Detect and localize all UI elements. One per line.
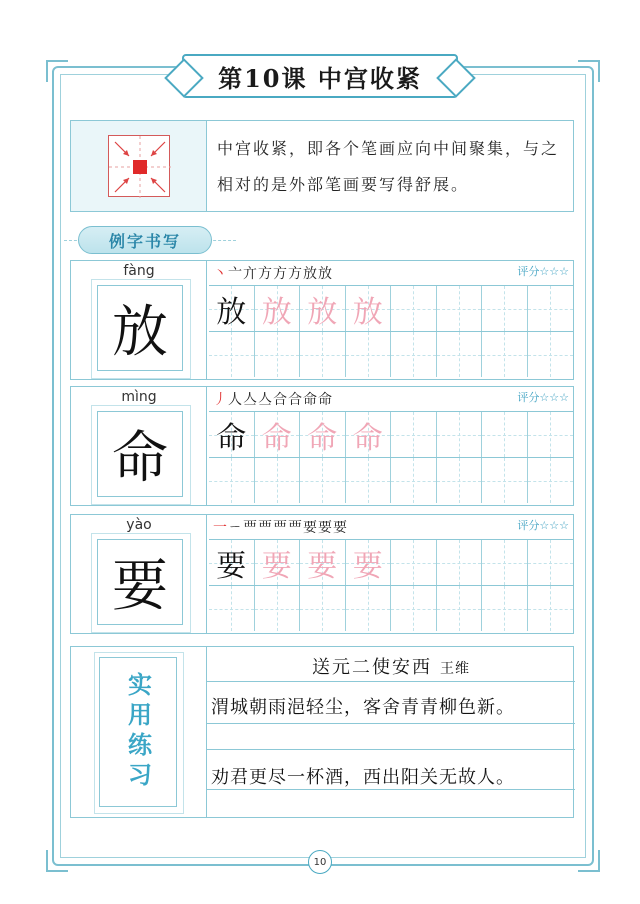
- intro-box: [70, 120, 574, 212]
- char-left-panel: [71, 261, 207, 379]
- poem-heading: [207, 653, 575, 679]
- grid-cell: [209, 540, 255, 585]
- writing-rule: [207, 789, 575, 790]
- grid-cell[interactable]: [437, 286, 483, 331]
- model-char: 要: [216, 548, 247, 584]
- grid-cell[interactable]: [346, 458, 392, 503]
- center-converge-icon: [108, 135, 170, 197]
- poem-title: 送元二使安西: [312, 657, 432, 678]
- trace-char: 放: [261, 294, 292, 330]
- big-char-box: [97, 539, 183, 625]
- grid-cell[interactable]: [209, 458, 255, 503]
- trace-char: 命: [352, 420, 383, 456]
- grid-cell[interactable]: [528, 332, 574, 377]
- grid-cell[interactable]: [255, 458, 301, 503]
- grid-cell[interactable]: [528, 540, 574, 585]
- grid-cell[interactable]: [437, 586, 483, 631]
- frame-corner: [578, 60, 600, 82]
- trace-char: 要: [307, 548, 338, 584]
- grid-cell[interactable]: [300, 586, 346, 631]
- char-block-ming: [70, 386, 574, 506]
- grid-cell[interactable]: [300, 332, 346, 377]
- practice-left-panel: [71, 647, 207, 817]
- pinyin: yào: [126, 517, 152, 533]
- grid-cell[interactable]: [482, 540, 528, 585]
- grid-cell: [255, 412, 301, 457]
- stroke-first: 丶: [213, 266, 228, 281]
- stroke-rest: 亠亣方方方放放: [228, 266, 333, 281]
- grid-cell[interactable]: [346, 586, 392, 631]
- page-number: 10: [308, 850, 332, 874]
- lesson-title-banner: [182, 54, 458, 98]
- section-label: [78, 226, 212, 254]
- section-label-text: 例字书写: [108, 231, 181, 251]
- grid-cell[interactable]: [528, 286, 574, 331]
- grid-cell[interactable]: [346, 332, 392, 377]
- big-char: 放: [112, 300, 168, 365]
- poem-line-2: 劝君更尽一杯酒，西出阳关无故人。: [211, 767, 515, 788]
- poem-line-1: 渭城朝雨浥轻尘，客舍青青柳色新。: [211, 697, 515, 718]
- frame-corner: [46, 850, 68, 872]
- big-char: 命: [112, 426, 168, 491]
- grid-cell[interactable]: [528, 412, 574, 457]
- grid-cell[interactable]: [437, 412, 483, 457]
- grid-cell[interactable]: [391, 540, 437, 585]
- grid-cell[interactable]: [391, 332, 437, 377]
- stroke-order: [213, 263, 483, 281]
- practice-grid-row: [209, 331, 573, 377]
- grid-cell: [346, 286, 392, 331]
- grid-cell: [255, 540, 301, 585]
- intro-text: 中宫收紧，即各个笔画应向中间聚集，与之相对的是外部笔画要写得舒展。: [217, 139, 560, 194]
- trace-char: 要: [352, 548, 383, 584]
- grid-cell: [255, 286, 301, 331]
- model-char: 放: [216, 294, 247, 330]
- grid-cell[interactable]: [300, 458, 346, 503]
- big-char-box: [97, 411, 183, 497]
- center-dot-icon: [133, 160, 147, 174]
- grid-cell[interactable]: [437, 332, 483, 377]
- grid-cell: [300, 540, 346, 585]
- model-char: 命: [216, 420, 247, 456]
- stroke-first: 丿: [213, 392, 228, 407]
- big-char-box: [97, 285, 183, 371]
- stroke-order: [213, 517, 483, 535]
- grid-cell: [209, 286, 255, 331]
- grid-cell[interactable]: [391, 458, 437, 503]
- grid-cell[interactable]: [391, 286, 437, 331]
- intro-icon-cell: [71, 121, 207, 211]
- grid-cell[interactable]: [482, 332, 528, 377]
- stroke-order: [213, 389, 483, 407]
- grid-cell[interactable]: [437, 540, 483, 585]
- score-stars: 评分☆☆☆: [517, 519, 569, 532]
- practice-grid-row: [209, 585, 573, 631]
- grid-cell: [300, 412, 346, 457]
- grid-cell[interactable]: [209, 332, 255, 377]
- writing-rule: [207, 681, 575, 682]
- grid-cell[interactable]: [482, 458, 528, 503]
- practice-label: 实用练习: [123, 672, 152, 792]
- score-stars: 评分☆☆☆: [517, 391, 569, 404]
- grid-cell[interactable]: [482, 586, 528, 631]
- stroke-rest: ㄧ覀覀覀覀要要要: [228, 520, 348, 535]
- practice-box: [70, 646, 574, 818]
- grid-cell[interactable]: [528, 458, 574, 503]
- char-left-panel: [71, 387, 207, 505]
- grid-cell[interactable]: [391, 586, 437, 631]
- frame-corner: [46, 60, 68, 82]
- grid-cell[interactable]: [391, 412, 437, 457]
- grid-cell[interactable]: [528, 586, 574, 631]
- stroke-rest: 人亼亼合合命命: [228, 392, 333, 407]
- practice-grid-row: [209, 411, 573, 457]
- trace-char: 要: [261, 548, 292, 584]
- trace-char: 命: [261, 420, 292, 456]
- practice-label-box: [99, 657, 177, 807]
- char-left-panel: [71, 515, 207, 633]
- poem-author: 王维: [440, 661, 470, 677]
- writing-rule[interactable]: [207, 749, 575, 750]
- practice-grid-row: [209, 285, 573, 331]
- pinyin: fàng: [123, 263, 155, 279]
- big-char: 要: [112, 554, 168, 619]
- score-stars: 评分☆☆☆: [517, 265, 569, 278]
- char-block-fang: [70, 260, 574, 380]
- stroke-first: 一: [213, 520, 228, 535]
- grid-cell: [209, 412, 255, 457]
- frame-corner: [578, 850, 600, 872]
- writing-rule: [207, 723, 575, 724]
- grid-cell[interactable]: [255, 332, 301, 377]
- grid-cell: [346, 412, 392, 457]
- practice-grid-row: [209, 457, 573, 503]
- char-block-yao: [70, 514, 574, 634]
- grid-cell[interactable]: [437, 458, 483, 503]
- grid-cell: [300, 286, 346, 331]
- practice-grid-row: [209, 539, 573, 585]
- trace-char: 放: [307, 294, 338, 330]
- trace-char: 命: [307, 420, 338, 456]
- grid-cell: [346, 540, 392, 585]
- trace-char: 放: [352, 294, 383, 330]
- grid-cell[interactable]: [209, 586, 255, 631]
- grid-cell[interactable]: [482, 286, 528, 331]
- grid-cell[interactable]: [482, 412, 528, 457]
- pinyin: mìng: [121, 389, 157, 405]
- lesson-title: 第10课 中宫收紧: [218, 63, 422, 93]
- grid-cell[interactable]: [255, 586, 301, 631]
